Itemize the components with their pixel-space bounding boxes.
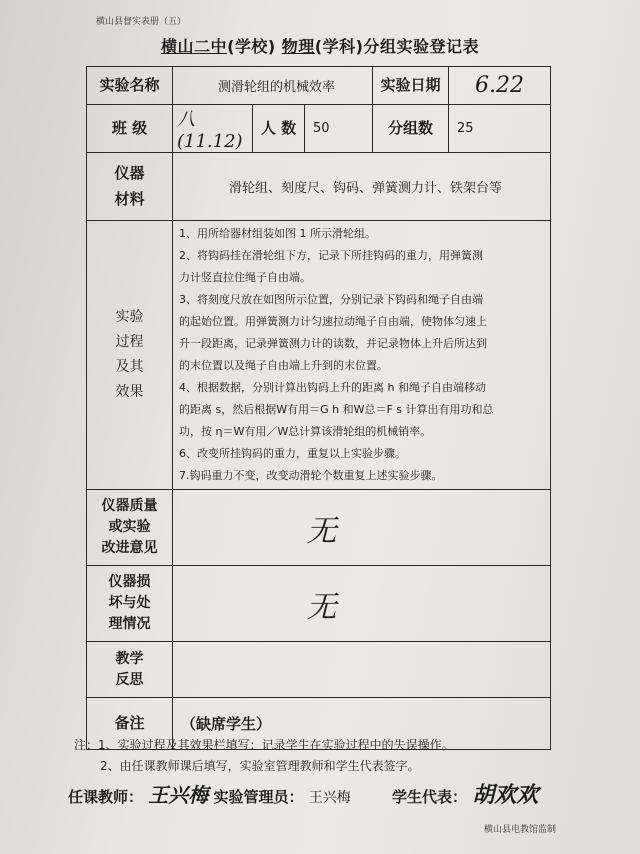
date-label: 实验日期 bbox=[373, 67, 449, 105]
note-line: 注：1、实验过程及其效果栏填写：记录学生在实验过程中的失误操作。 bbox=[74, 738, 454, 752]
notes bbox=[74, 735, 454, 777]
quality-label: 仪器质量 或实验 改进意见 bbox=[87, 490, 173, 566]
process-label: 实验 过程 及其 效果 bbox=[87, 221, 173, 490]
remark-value: （缺席学生） bbox=[173, 698, 551, 750]
step-line: 4、根据数据，分别计算出钩码上升的距离 h 和绳子自由端移动 bbox=[179, 381, 486, 394]
class-value: 八(11.12) bbox=[173, 105, 253, 153]
student-signature: 胡欢欢 bbox=[472, 782, 539, 808]
title-subject: 物理 bbox=[281, 37, 315, 56]
header-tag: 横山县督实表册（五） bbox=[96, 17, 187, 27]
step-line: 6、改变所挂钩码的重力，重复以上实验步骤。 bbox=[179, 447, 406, 460]
step-line: 2、将钩码挂在滑轮组下方，记录下所挂钩码的重力，用弹簧测 bbox=[179, 249, 483, 262]
date-value: 6.22 bbox=[449, 67, 551, 105]
damage-value: 无 bbox=[173, 566, 551, 642]
equip-label: 仪器 材料 bbox=[87, 153, 173, 221]
signature-row bbox=[68, 778, 538, 809]
title-school-label: (学校) bbox=[227, 37, 276, 56]
reflect-label: 教学 反思 bbox=[87, 642, 173, 698]
class-label: 班 级 bbox=[87, 105, 173, 153]
equip-value: 滑轮组、刻度尺、钩码、弹簧测力计、铁架台等 bbox=[173, 153, 551, 221]
step-line: 升一段距离，记录弹簧测力计的读数，并记录物体上升后所达到 bbox=[179, 337, 487, 350]
form-title bbox=[0, 34, 640, 57]
step-line: 力计竖直拉住绳子自由端。 bbox=[179, 271, 311, 284]
teacher-label: 任课教师： bbox=[68, 788, 144, 806]
step-line: 3、将刻度尺放在如图所示位置，分别记录下钩码和绳子自由端 bbox=[179, 293, 483, 306]
teacher-signature: 王兴梅 bbox=[148, 783, 209, 807]
step-line: 的末位置以及绳子自由端上升到的末位置。 bbox=[179, 359, 388, 372]
title-subject-label: (学科) bbox=[314, 37, 364, 56]
manager-value: 王兴梅 bbox=[308, 790, 351, 806]
quality-value: 无 bbox=[173, 490, 551, 566]
damage-label: 仪器损 坏与处 理情况 bbox=[87, 566, 173, 642]
remark-label: 备注 bbox=[87, 698, 173, 750]
note-line: 2、由任课教师课后填写，实验室管理教师和学生代表签字。 bbox=[100, 759, 420, 773]
footer-tag: 横山县电教馆监制 bbox=[484, 825, 557, 835]
manager-label: 实验管理员： bbox=[213, 788, 304, 806]
groups-label: 分组数 bbox=[373, 105, 449, 153]
student-label: 学生代表： bbox=[391, 788, 467, 806]
name-label: 实验名称 bbox=[87, 67, 173, 105]
step-line: 的起始位置。用弹簧测力计匀速拉动绳子自由端，使物体匀速上 bbox=[179, 315, 487, 328]
people-value: 50 bbox=[305, 105, 373, 153]
groups-value: 25 bbox=[449, 105, 551, 153]
process-steps bbox=[173, 221, 551, 490]
title-school: 横山二中 bbox=[161, 37, 228, 56]
step-line: 的距离 s，然后根据W有用＝G h 和W总＝F s 计算出有用功和总 bbox=[179, 403, 494, 416]
step-line: 7.钩码重力不变，改变动滑轮个数重复上述实验步骤。 bbox=[179, 469, 443, 482]
registration-table bbox=[86, 66, 551, 750]
step-line: 功，按 η＝W有用／W总计算该滑轮组的机械销率。 bbox=[179, 425, 432, 438]
step-line: 1、用所给器材组装如图 1 所示滑轮组。 bbox=[179, 227, 376, 240]
people-label: 人 数 bbox=[253, 105, 305, 153]
title-rest: 分组实验登记表 bbox=[363, 37, 479, 56]
reflect-value bbox=[173, 642, 551, 698]
name-value: 测滑轮组的机械效率 bbox=[173, 67, 373, 105]
